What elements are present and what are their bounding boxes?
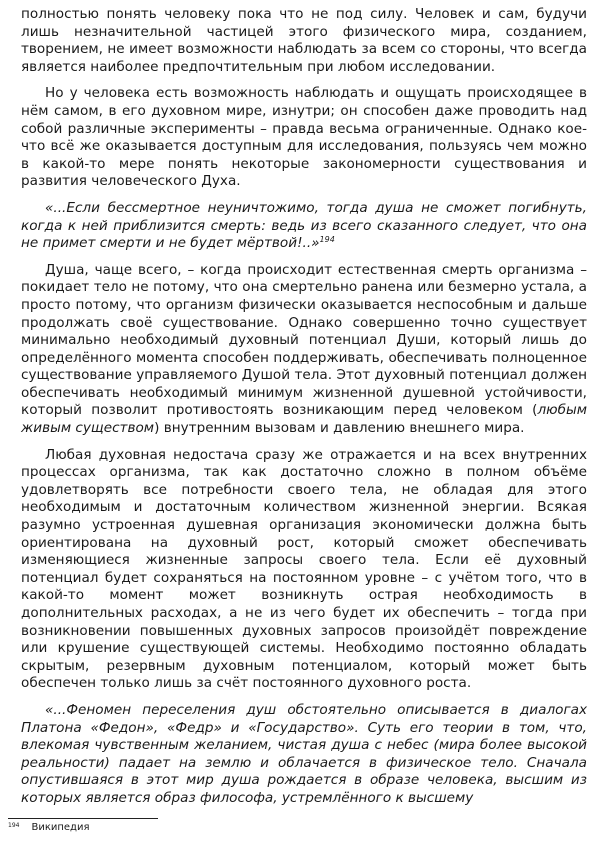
page-text [21, 0, 587, 817]
quote-1-text: «...Если бессмертное неуничтожимо, тогда душа не сможет погибнуть, когда к ней приблизится смерть: ведь из всего сказанного следует, что она не примет смерти и не будет мёртвой!..» [21, 199, 587, 252]
footnote-ref-194[interactable]: 194 [319, 235, 335, 245]
footnote-number: 194 [8, 822, 20, 829]
footnote-divider [8, 818, 158, 819]
paragraph-3-italic: любым живым существом [21, 402, 587, 437]
paragraph-3-text-a: Душа, чаще всего, – когда происходит естественная смерть организма – покидает тело не потому, что она смертельно ранена или безмерно устала, а просто потому, что организм физически оказывается неспособным и дальше продолжать своё существование. Однако совершенно точно существует минимально необходимый духовный потенциал Души, который лишь до определённого момента способен поддерживать, обеспечивать полноценное существование управляемого Душой тела. Этот духовный потенциал должен обеспечивать необходимый минимум жизненной душевной устойчивости, который позволит противостоять возникающим перед человеком ( [21, 261, 587, 419]
quote-2: «...Феномен переселения душ обстоятельно описывается в диалогах Платона «Федон», «Федр» и «Государство». Суть его теории в том, что, влекомая чувственным желанием, чистая душа с небес (мира более высокой реальности) падает на землю и облачается в физическое тело. Сначала опустившаяся в этот мир душа рождается в образе человека, высшим из которых является образ философа, устремлённого к высшему [21, 701, 587, 806]
footnote-text: Википедия [31, 822, 90, 833]
paragraph-1: полностью понять человеку пока что не под силу. Человек и сам, будучи лишь незначительной частицей этого физического мира, созданием, творением, не имеет возможности наблюдать за всем со стороны, что всегда является наиболее предпочтительным при любом исследовании. [21, 6, 587, 75]
footnote [8, 822, 89, 833]
paragraph-3-text-b: ) внутренним вызовам и давлению внешнего мира. [154, 420, 525, 437]
quote-1 [21, 200, 587, 253]
paragraph-3 [21, 262, 587, 438]
paragraph-4: Любая духовная недостача сразу же отражается и на всех внутренних процессах организма, так как достаточно сложно в полном объёме удовлетворять все потребности своего тела, не обладая для этого необходимым и достаточным количеством жизненной энергии. Всякая разумно устроенная душевная организация экономически должна быть ориентирована на духовный рост, который сможет обеспечивать изменяющиеся жизненные запросы своего тела. Если её духовный потенциал будет сохраняться на постоянном уровне – с учётом того, что в какой-то момент может возникнуть острая необходимость в дополнительных расходах, а не из чего будет их обеспечить – тогда при возникновении повышенных духовных запросов произойдёт повреждение или крушение существующей системы. Необходимо постоянно обладать скрытым, резервным духовным потенциалом, который может быть обеспечен только лишь за счёт постоянного духовного роста. [21, 446, 587, 692]
paragraph-2: Но у человека есть возможность наблюдать и ощущать происходящее в нём самом, в его духовном мире, изнутри; он способен даже проводить над собой различные эксперименты – правда весьма ограниченные. Однако кое-что всё же оказывается доступным для исследования, пользуясь чем можно в какой-то мере понять некоторые закономерности существования и развития человеческого Духа. [21, 85, 587, 190]
